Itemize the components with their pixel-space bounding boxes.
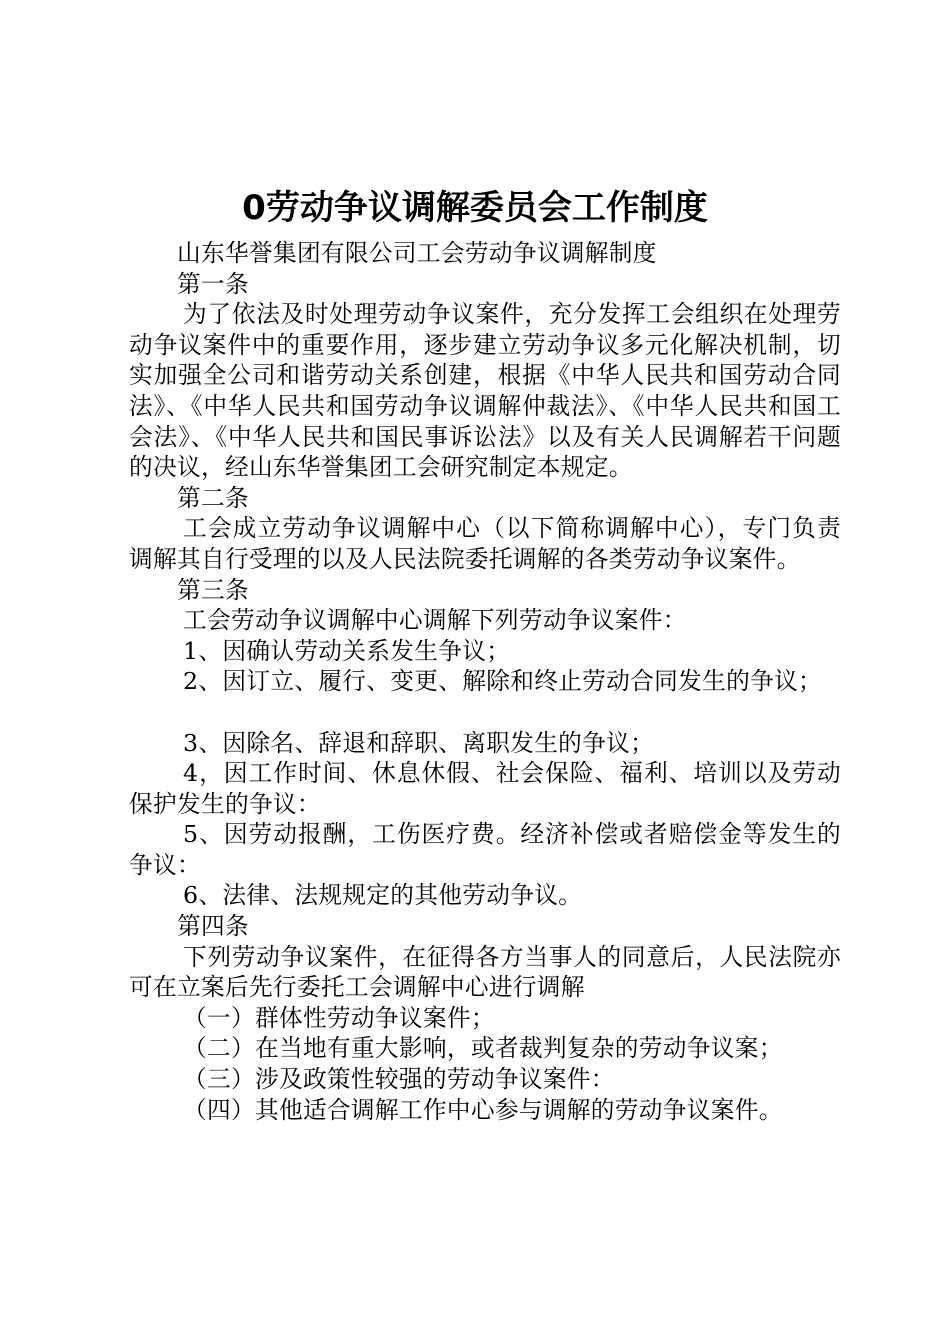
- list-item: 1、因确认劳动关系发生争议；: [183, 636, 511, 665]
- article-heading: 第三条: [177, 575, 249, 604]
- list-item: 5、因劳动报酬，工伤医疗费。经济补偿或者赔偿金等发生的争议：: [129, 820, 841, 879]
- article-heading: 第四条: [177, 912, 249, 941]
- list-item: 4，因工作时间、休息休假、社会保险、福利、培训以及劳动保护发生的争议：: [129, 759, 841, 818]
- list-item: （四）其他适合调解工作中心参与调解的劳动争议案件。: [183, 1095, 783, 1124]
- article-heading: 第一条: [177, 269, 249, 298]
- document-title: 0劳动争议调解委员会工作制度: [242, 188, 708, 228]
- list-item: 2、因订立、履行、变更、解除和终止劳动合同发生的争议；: [183, 667, 823, 696]
- article-heading: 第二条: [177, 483, 249, 512]
- article-paragraph: 下列劳动争议案件，在征得各方当事人的同意后，人民法院亦可在立案后先行委托工会调解中心进行调解: [129, 942, 841, 1002]
- list-item: （二）在当地有重大影响，或者裁判复杂的劳动争议案；: [183, 1034, 783, 1063]
- article-paragraph: 工会成立劳动争议调解中心（以下简称调解中心），专门负责调解其自行受理的以及人民法院委托调解的各类劳动争议案件。: [129, 514, 841, 573]
- article-paragraph: 工会劳动争议调解中心调解下列劳动争议案件：: [183, 606, 687, 635]
- document-body: [129, 238, 841, 1125]
- article-paragraph: 为了依法及时处理劳动争议案件，充分发挥工会组织在处理劳动争议案件中的重要作用，逐步建立劳动争议多元化解决机制，切实加强全公司和谐劳动关系创建，根据《中华人民共和国劳动合同法》、《中华人民共和国劳动争议调解仲裁法》、《中华人民共和国工会法》、《中华人民共和国民事诉讼法》以及有关人民调解若干问题的决议，经山东华誉集团工会研究制定本规定。: [129, 300, 841, 482]
- list-item: （三）涉及政策性较强的劳动争议案件：: [183, 1065, 615, 1094]
- list-item: 3、因除名、辞退和辞职、离职发生的争议；: [183, 728, 655, 757]
- document-subtitle: 山东华誉集团有限公司工会劳动争议调解制度: [177, 239, 657, 267]
- list-item: 6、法律、法规规定的其他劳动争议。: [183, 881, 583, 910]
- list-item: （一）群体性劳动争议案件；: [183, 1003, 495, 1032]
